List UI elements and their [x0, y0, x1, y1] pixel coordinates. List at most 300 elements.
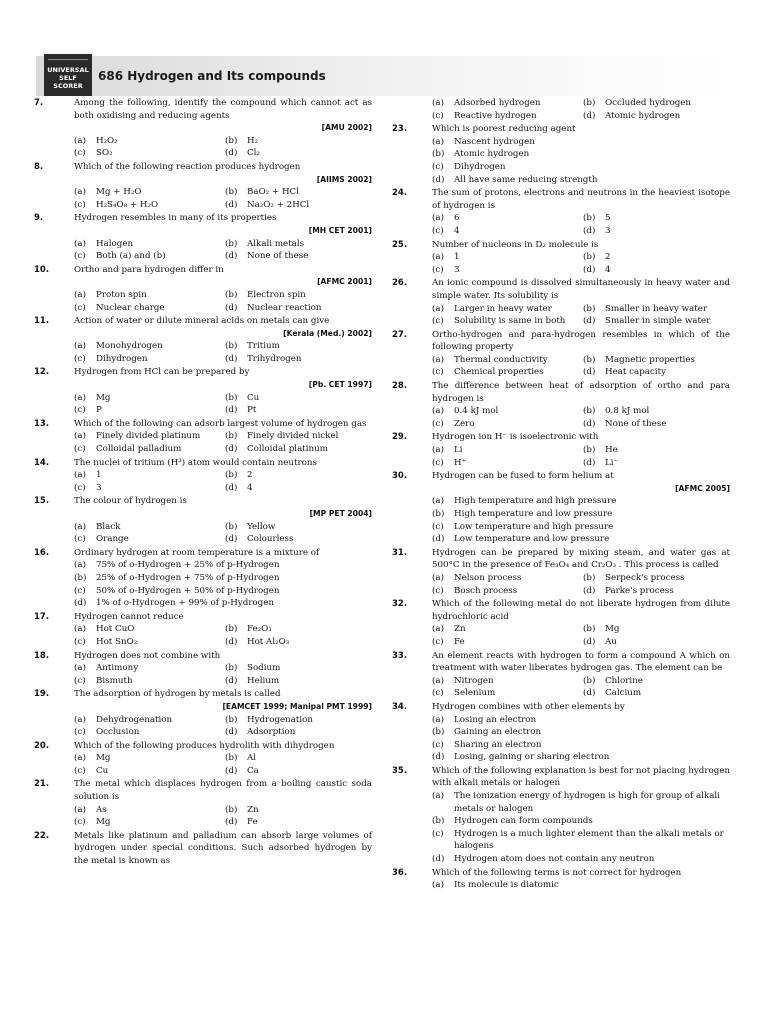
- option-letter: (a): [432, 406, 444, 417]
- option[interactable]: [74, 521, 221, 534]
- option[interactable]: [74, 302, 221, 315]
- option-text: Fe: [454, 636, 465, 647]
- option-letter: (a): [432, 252, 444, 263]
- option-letter: (c): [74, 148, 86, 159]
- option-text: Li: [454, 445, 463, 456]
- question-text: Hydrogen does not combine with: [74, 650, 221, 661]
- option[interactable]: [225, 302, 372, 315]
- option[interactable]: [432, 521, 730, 534]
- option[interactable]: [74, 199, 221, 212]
- option-text: 4: [247, 482, 253, 493]
- option[interactable]: [432, 585, 579, 598]
- option-text: Mg + H₂O: [96, 187, 142, 198]
- option-text: Alkali metals: [247, 238, 305, 249]
- question-text: Hydrogen can be fused to form helium at: [432, 471, 614, 482]
- option-letter: (a): [74, 431, 86, 442]
- option-text: Solubility is same in both: [454, 316, 566, 327]
- question-number: 12.: [34, 367, 50, 378]
- option-text: Fe₂O₃: [247, 624, 272, 635]
- options-grid: [432, 790, 730, 866]
- option-text: Zn: [454, 624, 466, 635]
- option[interactable]: [432, 828, 730, 853]
- question-number: 7.: [34, 98, 44, 108]
- question-number: 9.: [34, 213, 44, 224]
- option[interactable]: [432, 148, 730, 161]
- option-text: 3: [605, 225, 611, 236]
- question-text: Ordinary hydrogen at room temperature is a mixture of: [74, 547, 320, 558]
- option-letter: (a): [432, 445, 444, 456]
- options-grid: [432, 136, 730, 186]
- option-text: Nascent hydrogen: [454, 136, 535, 147]
- option-text: 6: [454, 213, 460, 224]
- option[interactable]: [74, 404, 221, 417]
- option[interactable]: [583, 405, 730, 418]
- option[interactable]: [225, 662, 372, 675]
- question-24: [392, 187, 730, 237]
- option[interactable]: [583, 251, 730, 264]
- option-text: 3: [454, 264, 460, 275]
- question-text: The adsorption of hydrogen by metals is called: [74, 689, 281, 700]
- option[interactable]: [74, 714, 221, 727]
- question-number: 35.: [392, 765, 408, 776]
- option[interactable]: [225, 443, 372, 456]
- options-grid: [74, 135, 372, 160]
- option-text: Dihydrogen: [96, 353, 148, 364]
- option-letter: (d): [225, 636, 238, 647]
- option-text: Losing an electron: [454, 714, 537, 725]
- question-text: Hydrogen cannot reduce: [74, 611, 184, 622]
- question-number: 28.: [392, 381, 408, 392]
- options-grid: [74, 714, 372, 739]
- option-text: Finely divided platinum: [96, 431, 201, 442]
- question-text: Among the following, identify the compound which cannot act as both oxidising and reducing agents: [74, 98, 372, 121]
- option-text: 4: [605, 264, 611, 275]
- question-text: The colour of hydrogen is: [74, 496, 187, 507]
- option-letter: (c): [74, 585, 86, 596]
- option[interactable]: [432, 251, 579, 264]
- option[interactable]: [583, 97, 730, 110]
- option[interactable]: [74, 353, 221, 366]
- option-text: Zero: [454, 418, 475, 429]
- option[interactable]: [432, 418, 579, 431]
- option[interactable]: [583, 623, 730, 636]
- option-text: Na₂O₂ + 2HCl: [247, 199, 310, 210]
- question-number: 21.: [34, 779, 50, 790]
- option-text: 0.8 kJ mol: [605, 406, 650, 417]
- option-text: High temperature and low pressure: [454, 509, 613, 519]
- option[interactable]: [225, 521, 372, 534]
- option[interactable]: [225, 340, 372, 353]
- option[interactable]: [225, 752, 372, 765]
- option-text: 4: [454, 225, 460, 236]
- option-letter: (c): [74, 534, 86, 545]
- question-text: The metal which displaces hydrogen from a boiling caustic soda solution is: [74, 779, 372, 803]
- option-letter: (c): [74, 636, 86, 647]
- option[interactable]: [74, 186, 221, 199]
- option-letter: (b): [583, 98, 596, 108]
- option[interactable]: [432, 815, 730, 828]
- option-letter: (d): [583, 636, 596, 647]
- question-26: [392, 277, 730, 327]
- option-text: Hot Al₂O₃: [247, 636, 290, 647]
- option[interactable]: [432, 853, 730, 866]
- option-text: 1: [454, 252, 460, 263]
- option-letter: (d): [583, 688, 596, 699]
- question-34: [392, 701, 730, 764]
- option[interactable]: [74, 238, 221, 251]
- option[interactable]: [225, 726, 372, 739]
- option-letter: (b): [225, 187, 238, 198]
- options-grid: [74, 186, 372, 211]
- option-letter: (a): [432, 624, 444, 635]
- option[interactable]: [432, 790, 730, 815]
- option[interactable]: [225, 199, 372, 212]
- option[interactable]: [432, 303, 579, 316]
- option-letter: (d): [225, 482, 238, 493]
- option[interactable]: [225, 675, 372, 688]
- option[interactable]: [432, 457, 579, 470]
- question-source: [AMU 2002]: [321, 123, 372, 133]
- question-28: [392, 380, 730, 430]
- option[interactable]: [74, 572, 372, 585]
- question-10: [34, 264, 372, 314]
- option-text: The ionization energy of hydrogen is high for group of alkali metals or halogen: [454, 791, 720, 814]
- options-grid: [74, 340, 372, 365]
- option[interactable]: [74, 533, 221, 546]
- question-9: [34, 212, 372, 262]
- question-8: [34, 161, 372, 211]
- option[interactable]: [74, 147, 221, 160]
- option[interactable]: [225, 147, 372, 160]
- question-15: [34, 495, 372, 545]
- question-number: 14.: [34, 457, 50, 468]
- option[interactable]: [74, 289, 221, 302]
- option-text: Nuclear charge: [96, 302, 165, 313]
- question-number: 26.: [392, 278, 408, 289]
- option-text: Antimony: [96, 663, 139, 674]
- option[interactable]: [432, 533, 730, 546]
- option-text: Selenium: [454, 688, 496, 699]
- option[interactable]: [225, 289, 372, 302]
- option-text: Colourless: [247, 534, 294, 545]
- option-letter: (b): [225, 663, 238, 674]
- question-source: [AIIMS 2002]: [316, 174, 372, 184]
- option-text: Al: [247, 753, 257, 764]
- option-letter: (a): [432, 98, 444, 108]
- option[interactable]: [432, 212, 579, 225]
- options-grid: [74, 289, 372, 314]
- option[interactable]: [432, 636, 579, 649]
- option-text: Sharing an electron: [454, 739, 542, 750]
- option[interactable]: [432, 687, 579, 700]
- option[interactable]: [583, 315, 730, 328]
- option[interactable]: [583, 110, 730, 123]
- option-text: Chlorine: [605, 675, 643, 686]
- option[interactable]: [583, 444, 730, 457]
- option[interactable]: [225, 469, 372, 482]
- option-letter: (c): [432, 636, 444, 647]
- option[interactable]: [432, 714, 730, 727]
- option[interactable]: [74, 430, 221, 443]
- option[interactable]: [432, 315, 579, 328]
- option-text: Proton spin: [96, 289, 147, 300]
- option-text: Black: [96, 521, 121, 532]
- options-grid: [432, 495, 730, 545]
- option-letter: (b): [74, 572, 87, 583]
- option[interactable]: [583, 366, 730, 379]
- option-letter: (b): [225, 431, 238, 442]
- options-grid: [432, 572, 730, 597]
- option[interactable]: [432, 97, 579, 110]
- option-letter: (a): [432, 354, 444, 365]
- question-text: Which of the following produces hydrolith with dihydrogen: [74, 740, 335, 751]
- option-letter: (b): [432, 727, 445, 738]
- option[interactable]: [225, 765, 372, 778]
- question-source: [MH CET 2001]: [308, 225, 372, 235]
- question-number: 16.: [34, 547, 50, 558]
- option[interactable]: [225, 623, 372, 636]
- option[interactable]: [432, 225, 579, 238]
- option[interactable]: [432, 675, 579, 688]
- option-text: Larger in heavy water: [454, 303, 552, 314]
- option[interactable]: [225, 430, 372, 443]
- option[interactable]: [225, 404, 372, 417]
- option[interactable]: [74, 726, 221, 739]
- option-letter: (c): [432, 828, 444, 839]
- option-text: Au: [605, 636, 617, 647]
- option[interactable]: [225, 816, 372, 829]
- question-text: An ionic compound is dissolved simultaneously in heavy water and simple water. Its solubility is: [432, 278, 730, 301]
- option-text: H⁺: [454, 457, 467, 468]
- option[interactable]: [74, 662, 221, 675]
- option-letter: (a): [74, 753, 86, 764]
- option-text: Ca: [247, 765, 259, 776]
- option-letter: (b): [583, 406, 596, 417]
- option-letter: (b): [225, 392, 238, 403]
- option[interactable]: [74, 392, 221, 405]
- option[interactable]: [583, 572, 730, 585]
- option[interactable]: [225, 482, 372, 495]
- option[interactable]: [225, 186, 372, 199]
- option-letter: (a): [432, 880, 444, 891]
- option-letter: (d): [225, 817, 238, 828]
- option[interactable]: [74, 675, 221, 688]
- option-letter: (c): [74, 199, 86, 210]
- option[interactable]: [74, 482, 221, 495]
- option[interactable]: [74, 559, 372, 572]
- option-letter: (c): [74, 727, 86, 738]
- option-text: 50% of o-Hydrogen + 50% of p-Hydrogen: [96, 585, 280, 596]
- option[interactable]: [74, 585, 372, 598]
- option[interactable]: [583, 212, 730, 225]
- question-text: Hydrogen resembles in many of its properties: [74, 213, 277, 224]
- question-16: [34, 547, 372, 610]
- option[interactable]: [74, 469, 221, 482]
- options-grid: [432, 354, 730, 379]
- option[interactable]: [74, 816, 221, 829]
- option[interactable]: [225, 135, 372, 148]
- option-letter: (a): [432, 791, 444, 802]
- option-text: Bismuth: [96, 675, 133, 686]
- option[interactable]: [225, 714, 372, 727]
- option[interactable]: [225, 238, 372, 251]
- option[interactable]: [583, 303, 730, 316]
- option-text: Nelson process: [454, 572, 522, 583]
- option-letter: (d): [583, 316, 596, 327]
- option-text: Dehydrogenation: [96, 714, 173, 725]
- option[interactable]: [74, 597, 372, 610]
- option-text: Mg: [96, 817, 111, 828]
- option[interactable]: [432, 405, 579, 418]
- options-grid: [432, 405, 730, 430]
- option[interactable]: [432, 110, 579, 123]
- option[interactable]: [583, 675, 730, 688]
- question-21: [34, 778, 372, 828]
- option-letter: (a): [74, 714, 86, 725]
- option[interactable]: [583, 636, 730, 649]
- option-letter: (c): [74, 482, 86, 493]
- option[interactable]: [583, 457, 730, 470]
- option[interactable]: [583, 687, 730, 700]
- question-source: [AFMC 2005]: [675, 483, 730, 493]
- options-grid: [74, 521, 372, 546]
- option[interactable]: [583, 225, 730, 238]
- option[interactable]: [74, 340, 221, 353]
- universal-self-scorer-logo: [44, 54, 92, 96]
- options-grid: [74, 623, 372, 648]
- option[interactable]: [74, 623, 221, 636]
- options-grid: [74, 662, 372, 687]
- option-text: Atomic hydrogen: [605, 110, 681, 121]
- option[interactable]: [432, 751, 730, 764]
- question-text: Ortho and para hydrogen differ in: [74, 264, 224, 275]
- option-letter: (d): [225, 148, 238, 159]
- option[interactable]: [74, 636, 221, 649]
- option-text: P: [96, 405, 102, 416]
- option[interactable]: [583, 354, 730, 367]
- option-text: Tritium: [247, 341, 280, 352]
- option-letter: (a): [432, 213, 444, 224]
- option[interactable]: [225, 353, 372, 366]
- option-text: Its molecule is diatomic: [454, 880, 559, 891]
- option-letter: (d): [225, 444, 238, 455]
- option-text: Low temperature and low pressure: [454, 534, 610, 545]
- question-13: [34, 418, 372, 456]
- option-text: 0.4 kJ mol: [454, 406, 499, 417]
- option-text: Calcium: [605, 688, 642, 699]
- option[interactable]: [74, 135, 221, 148]
- question-number: 25.: [392, 239, 408, 250]
- option[interactable]: [225, 250, 372, 263]
- option-text: All have same reducing strength: [454, 174, 598, 185]
- question-text: The nuclei of tritium (H³) atom would contain neutrons: [74, 457, 317, 468]
- option[interactable]: [74, 752, 221, 765]
- option-text: Nitrogen: [454, 675, 494, 686]
- option[interactable]: [432, 572, 579, 585]
- option-text: Hydrogen can form compounds: [454, 816, 593, 827]
- question-number: 32.: [392, 599, 408, 610]
- option[interactable]: [225, 392, 372, 405]
- options-grid: [74, 392, 372, 417]
- options-grid: [74, 430, 372, 455]
- option-letter: (c): [432, 688, 444, 699]
- option[interactable]: [432, 726, 730, 739]
- option[interactable]: [432, 366, 579, 379]
- question-19: [34, 688, 372, 738]
- left-column: [34, 97, 372, 868]
- option-text: Smaller in simple water: [605, 316, 711, 327]
- option-letter: (d): [225, 353, 238, 364]
- option[interactable]: [432, 623, 579, 636]
- options-grid: [432, 212, 730, 237]
- option[interactable]: [225, 636, 372, 649]
- question-source: [AFMC 2001]: [317, 277, 372, 287]
- option[interactable]: [74, 250, 221, 263]
- option-text: Hot SnO₂: [96, 636, 138, 647]
- option[interactable]: [225, 804, 372, 817]
- option-text: H₂O₂: [96, 135, 118, 146]
- question-17: [34, 611, 372, 649]
- option[interactable]: [432, 161, 730, 174]
- option-letter: (d): [225, 302, 238, 313]
- question-text: Ortho-hydrogen and para-hydrogen resembles in which of the following property: [432, 329, 730, 353]
- option[interactable]: [432, 495, 730, 508]
- question-number: 8.: [34, 161, 44, 172]
- option-text: 25% of o-Hydrogen + 75% of p-Hydrogen: [96, 572, 280, 583]
- option[interactable]: [74, 765, 221, 778]
- option-text: Zn: [247, 804, 259, 815]
- option-letter: (c): [74, 405, 86, 416]
- option-letter: (d): [225, 251, 238, 262]
- option-letter: (b): [583, 572, 596, 583]
- option[interactable]: [74, 804, 221, 817]
- option-text: Electron spin: [247, 289, 306, 300]
- question-31: [392, 547, 730, 597]
- option[interactable]: [432, 444, 579, 457]
- option-letter: (b): [583, 624, 596, 635]
- option[interactable]: [432, 879, 730, 892]
- option-text: None of these: [247, 251, 309, 262]
- option-letter: (b): [432, 816, 445, 827]
- option-letter: (a): [74, 187, 86, 198]
- option-text: Colloidal platinum: [247, 444, 328, 455]
- option[interactable]: [432, 354, 579, 367]
- option[interactable]: [432, 136, 730, 149]
- question-35: [392, 765, 730, 866]
- question-25: [392, 239, 730, 277]
- question-27: [392, 329, 730, 379]
- option[interactable]: [583, 585, 730, 598]
- option-text: Mg: [96, 392, 111, 403]
- option[interactable]: [74, 443, 221, 456]
- option-letter: (b): [225, 753, 238, 764]
- option-letter: (b): [225, 804, 238, 815]
- option-text: Sodium: [247, 663, 281, 674]
- option-text: H₂S₄O₈ + H₂O: [96, 199, 159, 210]
- option-letter: (b): [583, 303, 596, 314]
- option[interactable]: [583, 418, 730, 431]
- option[interactable]: [432, 174, 730, 187]
- option-text: Smaller in heavy water: [605, 303, 708, 314]
- option[interactable]: [432, 264, 579, 277]
- question-number: 31.: [392, 547, 408, 558]
- question-30: [392, 470, 730, 546]
- option[interactable]: [583, 264, 730, 277]
- option-letter: (a): [74, 663, 86, 674]
- option[interactable]: [225, 533, 372, 546]
- option[interactable]: [432, 739, 730, 752]
- option[interactable]: [432, 508, 730, 521]
